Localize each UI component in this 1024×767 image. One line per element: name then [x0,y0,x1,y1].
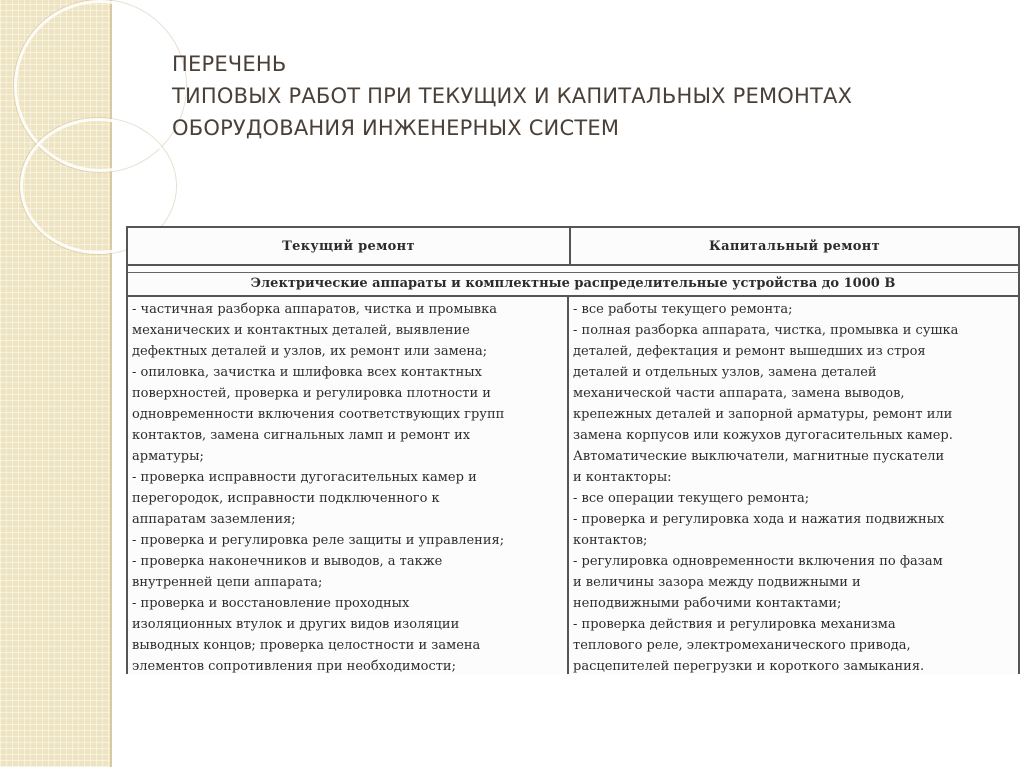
table-text-line: - все операции текущего ремонта; [573,491,810,506]
table-text-line: - проверка исправности дугогасительных камер и [132,470,477,485]
table-text-line: и величины зазора между подвижными и [573,575,861,590]
table-text-line: теплового реле, электромеханического привода, [573,638,911,653]
table-text-line: элементов сопротивления при необходимости; [132,659,456,674]
table-text-line: Автоматические выключатели, магнитные пускатели [573,449,945,464]
table-text-line: - все работы текущего ремонта; [573,302,793,317]
table-text-line: - полная разборка аппарата, чистка, промывка и сушка [573,323,959,338]
table-text-line: перегородок, исправности подключенного к [132,491,440,506]
table-text-line: крепежных деталей и запорной арматуры, ремонт или [573,407,953,422]
header-current-repair: Текущий ремонт [128,228,571,264]
header-capital-repair: Капитальный ремонт [709,238,880,254]
table-text-line: контактов, замена сигнальных ламп и ремонт их [132,428,471,443]
table-header-row [128,228,1018,266]
table-text-line: - проверка и восстановление проходных [132,596,410,611]
title-line: ТИПОВЫХ РАБОТ ПРИ ТЕКУЩИХ И КАПИТАЛЬНЫХ РЕМОНТАХ [172,84,853,108]
table-text-line: - опиловка, зачистка и шлифовка всех контактных [132,365,482,380]
table-text-line: дефектных деталей и узлов, их ремонт или замена; [132,344,488,359]
table-text-line: деталей и отдельных узлов, замена деталей [573,365,877,380]
table-text-line: - проверка и регулировка хода и нажатия подвижных [573,512,945,527]
table-text-line: расцепителей перегрузки и короткого замыкания. [573,659,925,674]
table-text-line: - проверка и регулировка реле защиты и управления; [132,533,505,548]
table-body-row [128,297,1018,674]
table-text-line: деталей, дефектация и ремонт вышедших из строя [573,344,926,359]
capital-repair-column [569,297,1018,674]
table-text-line: замена корпусов или кожухов дугогасительных камер. [573,428,953,443]
table-text-line: - проверка действия и регулировка механизма [573,617,896,632]
table-text-line: выводных концов; проверка целостности и замена [132,638,481,653]
table-text-line: неподвижными рабочими контактами; [573,596,842,611]
table-text-line: - проверка наконечников и выводов, а также [132,554,443,569]
title-line: ОБОРУДОВАНИЯ ИНЖЕНЕРНЫХ СИСТЕМ [172,116,620,140]
table-text-line: - частичная разборка аппаратов, чистка и промывка [132,302,498,317]
table-text-line: механической части аппарата, замена выводов, [573,386,905,401]
table-divider [128,266,1018,273]
title-line: ПЕРЕЧЕНЬ [172,52,287,76]
table-text-line: механических и контактных деталей, выявление [132,323,470,338]
table-text-line: и контакторы: [573,470,672,485]
table-text-line: изоляционных втулок и других видов изоляции [132,617,460,632]
table-text-line: арматуры; [132,449,204,464]
current-repair-column [128,297,569,674]
table-text-line: - регулировка одновременности включения по фазам [573,554,943,569]
table-text-line: поверхностей, проверка и регулировка плотности и [132,386,491,401]
slide-title [172,48,1002,144]
table-text-line: внутренней цепи аппарата; [132,575,323,590]
table-text-line: одновременности включения соответствующих групп [132,407,505,422]
repair-works-table [126,226,1020,674]
table-text-line: контактов; [573,533,648,548]
table-section-heading: Электрические аппараты и комплектные распределительные устройства до 1000 В [128,273,1018,297]
table-text-line: аппаратам заземления; [132,512,296,527]
